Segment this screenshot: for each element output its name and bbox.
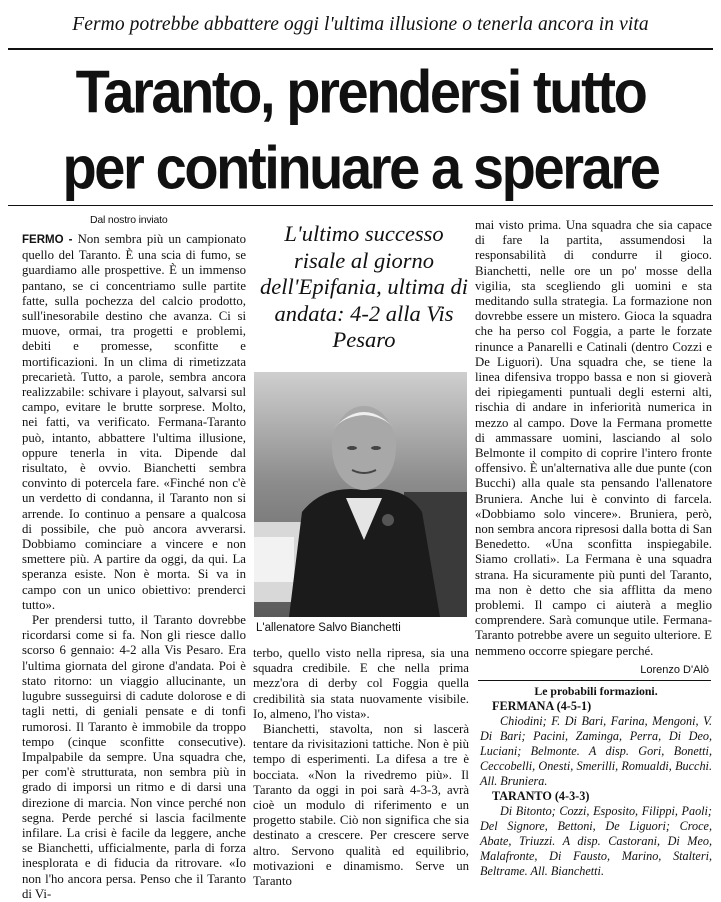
article-column-3 [475,218,712,659]
formations-box [480,684,712,879]
paragraph: Bianchetti, stavolta, non si lascerà tentare da rivisitazioni tattiche. Non è più tempo di esperimenti. La difesa a tre è bocciata. «Non la rivedremo più». Il Taranto da oggi in poi sarà 4-3-3, avrà cioè un modulo di riferimento e un progetto stabile. Ciò non significa che sia destinato a crescere. Per crescere serve altro. Servono qualità ed equilibrio, motivazioni e dinamismo. Serve un Taranto [253,722,469,889]
home-team-lineup: Chiodini; F. Di Bari, Farina, Mengoni, V. Di Bari; Pacini, Zaminga, Perra, Di Deo, Luciani; Belmonte. A disp. Gori, Bonetti, Ceccobelli, Onesti, Smerilli, Romualdi, Bucchi. All. Bruniera. [480,714,712,788]
formations-rule [478,680,711,681]
headline-rule [8,205,713,206]
author-signature: Lorenzo D'Alò [640,664,709,676]
away-team-name: TARANTO (4-3-3) [492,789,590,803]
deck-subtitle: L'ultimo successo risale al giorno dell'Epifania, ultima di andata: 4-2 alla Vis Pesaro [260,221,468,352]
headline [10,54,711,205]
photo-caption: L'allenatore Salvo Bianchetti [256,622,401,634]
paragraph: terbo, quello visto nella ripresa, sia una squadra credibile. E che nella prima mezz'ora di derby col Foggia quella credibilità sia stata nuovamente visibile. Io, almeno, l'ho vista». [253,646,469,721]
article-column-2 [253,646,469,889]
formations-title: Le probabili formazioni. [534,684,658,698]
coach-photo [254,372,467,617]
paragraph-text: Non sembra più un campionato quello del Taranto. È una scia di fumo, se guardiamo alle prospettive. È un immenso pantano, se ci concentriamo sulle partite fatte, sulla pochezza del calcio prodotto, sull'inesorabile destino che avanza. Ci si muove, ormai, tra progetti e problemi, debiti e promesse, sconfitte e mortificazioni. In un clima di rimetizzata precarietà. Tutto, a parole, sembra ancora realizzabile: schivare i playout, salvarsi sul campo, evitare le brutte sorprese. Molto, nei fatti, va verificato. Fermana-Taranto può, intanto, abbattere l'ultima illusione, oppure tenerla in vita. Dipende dal risultato, è ovvio. Bianchetti sembra convinto di potercela fare. «Finché non c'è un verdetto di condanna, il Taranto non si arrende. Io continuo a pensare a qualcosa di possibile, che può ancora avverarsi. Dobbiamo cominciare a vincere e non smettere più. A partire da oggi, da qui. La speranza esiste. Non è morta. Si va in campo con un unico obiettivo: prenderci tutto». [22,232,246,612]
headline-line-2: per continuare a sperare [62,133,659,202]
away-team-lineup: Di Bitonto; Cozzi, Esposito, Filippi, Paoli; Del Signore, Bettoni, De Liguori; Croce, Abate, Triuzzi. A disp. Castorani, Di Meo, Malafronte, Di Fausto, Marino, Stalteri, Beltrame. All. Bianchetti. [480,804,712,878]
coach-photo-image [254,372,467,617]
headline-line-1: Taranto, prendersi tutto [75,57,646,126]
paragraph: Per prendersi tutto, il Taranto dovrebbe ricordarsi come si fa. Non gli riesce dallo scorso 6 gennaio: 4-2 alla Vis Pesaro. Era l'ultima giornata del girone d'andata. Poi è stato ritorno: un viaggio allucinante, un lugubre susseguirsi di cadute dolorose e di tagli netti, di geniali pensate e di tonfi rumorosi. Il Taranto è immobile da troppo tempo (cinque sconfitte consecutive). Impalpabile da sempre. Una squadra che, per com'è strutturata, non sembra più in grado di imporsi un ritmo e di darsi una direzione di marcia. Non vince perché non segna. Perde perché si lascia facilmente infilare. La crisi è facile da leggere, anche se Bianchetti, ufficialmente, parla di forza inesplorata e di fiducia da ritrovare. «Io non l'ho ancora persa. Penso che il Taranto di Vi- [22,613,246,901]
article-column-1 [22,232,246,902]
top-rule [8,48,713,50]
paragraph: mai visto prima. Una squadra che sia capace di fare la partita, assumendosi la responsabilità di condurre il gioco. Bianchetti, nelle ore un po' mosse della vigilia, sta scegliendo gli uomini e sta meditando sulla strategia. La formazione non dovrebbe essere un mistero. Gioca la squadra che ha perso col Foggia, a parte le forzate rinunce a Panarelli e Catinali (dentro Cozzi e De Liguori). Una squadra che, se tiene la linea difensiva troppo bassa e non si gioverà dei ripiegamenti puntuali degli esterni alti, rischia di andare in inferiorità numerica in mezzo al campo. Dove la Fermana promette di ammassare uomini, lasciando al solo Belmonte il compito di coprire l'intero fronte offensivo. È un'alternativa alle due punte (con Bucchi) alla quale sta pensando l'allenatore Bruniera. Anche lui è convinto di farcela. «Dobbiamo solo vincere». Bruniera, però, non sembra ancora ripresosi dalla botta di San Benedetto. «Una sconfitta inspiegabile. Siamo crollati». La Fermana è una squadra strana. Ha sicuramente più punti del Taranto, ma non è detto che sia afflitta da meno problemi. Il campo ci aiuterà a meglio comprendere. Sarà comunque utile. Fermana-Taranto potrebbe avere un seguito ulteriore. E nemmeno occorre spiegare perché. [475,218,712,658]
home-team-name: FERMANA (4-5-1) [492,699,592,713]
kicker-text: Fermo potrebbe abbattere oggi l'ultima illusione o tenerla ancora in vita [72,14,649,35]
byline: Dal nostro inviato [90,214,168,226]
dateline: FERMO - [22,234,73,246]
paragraph [22,232,246,613]
